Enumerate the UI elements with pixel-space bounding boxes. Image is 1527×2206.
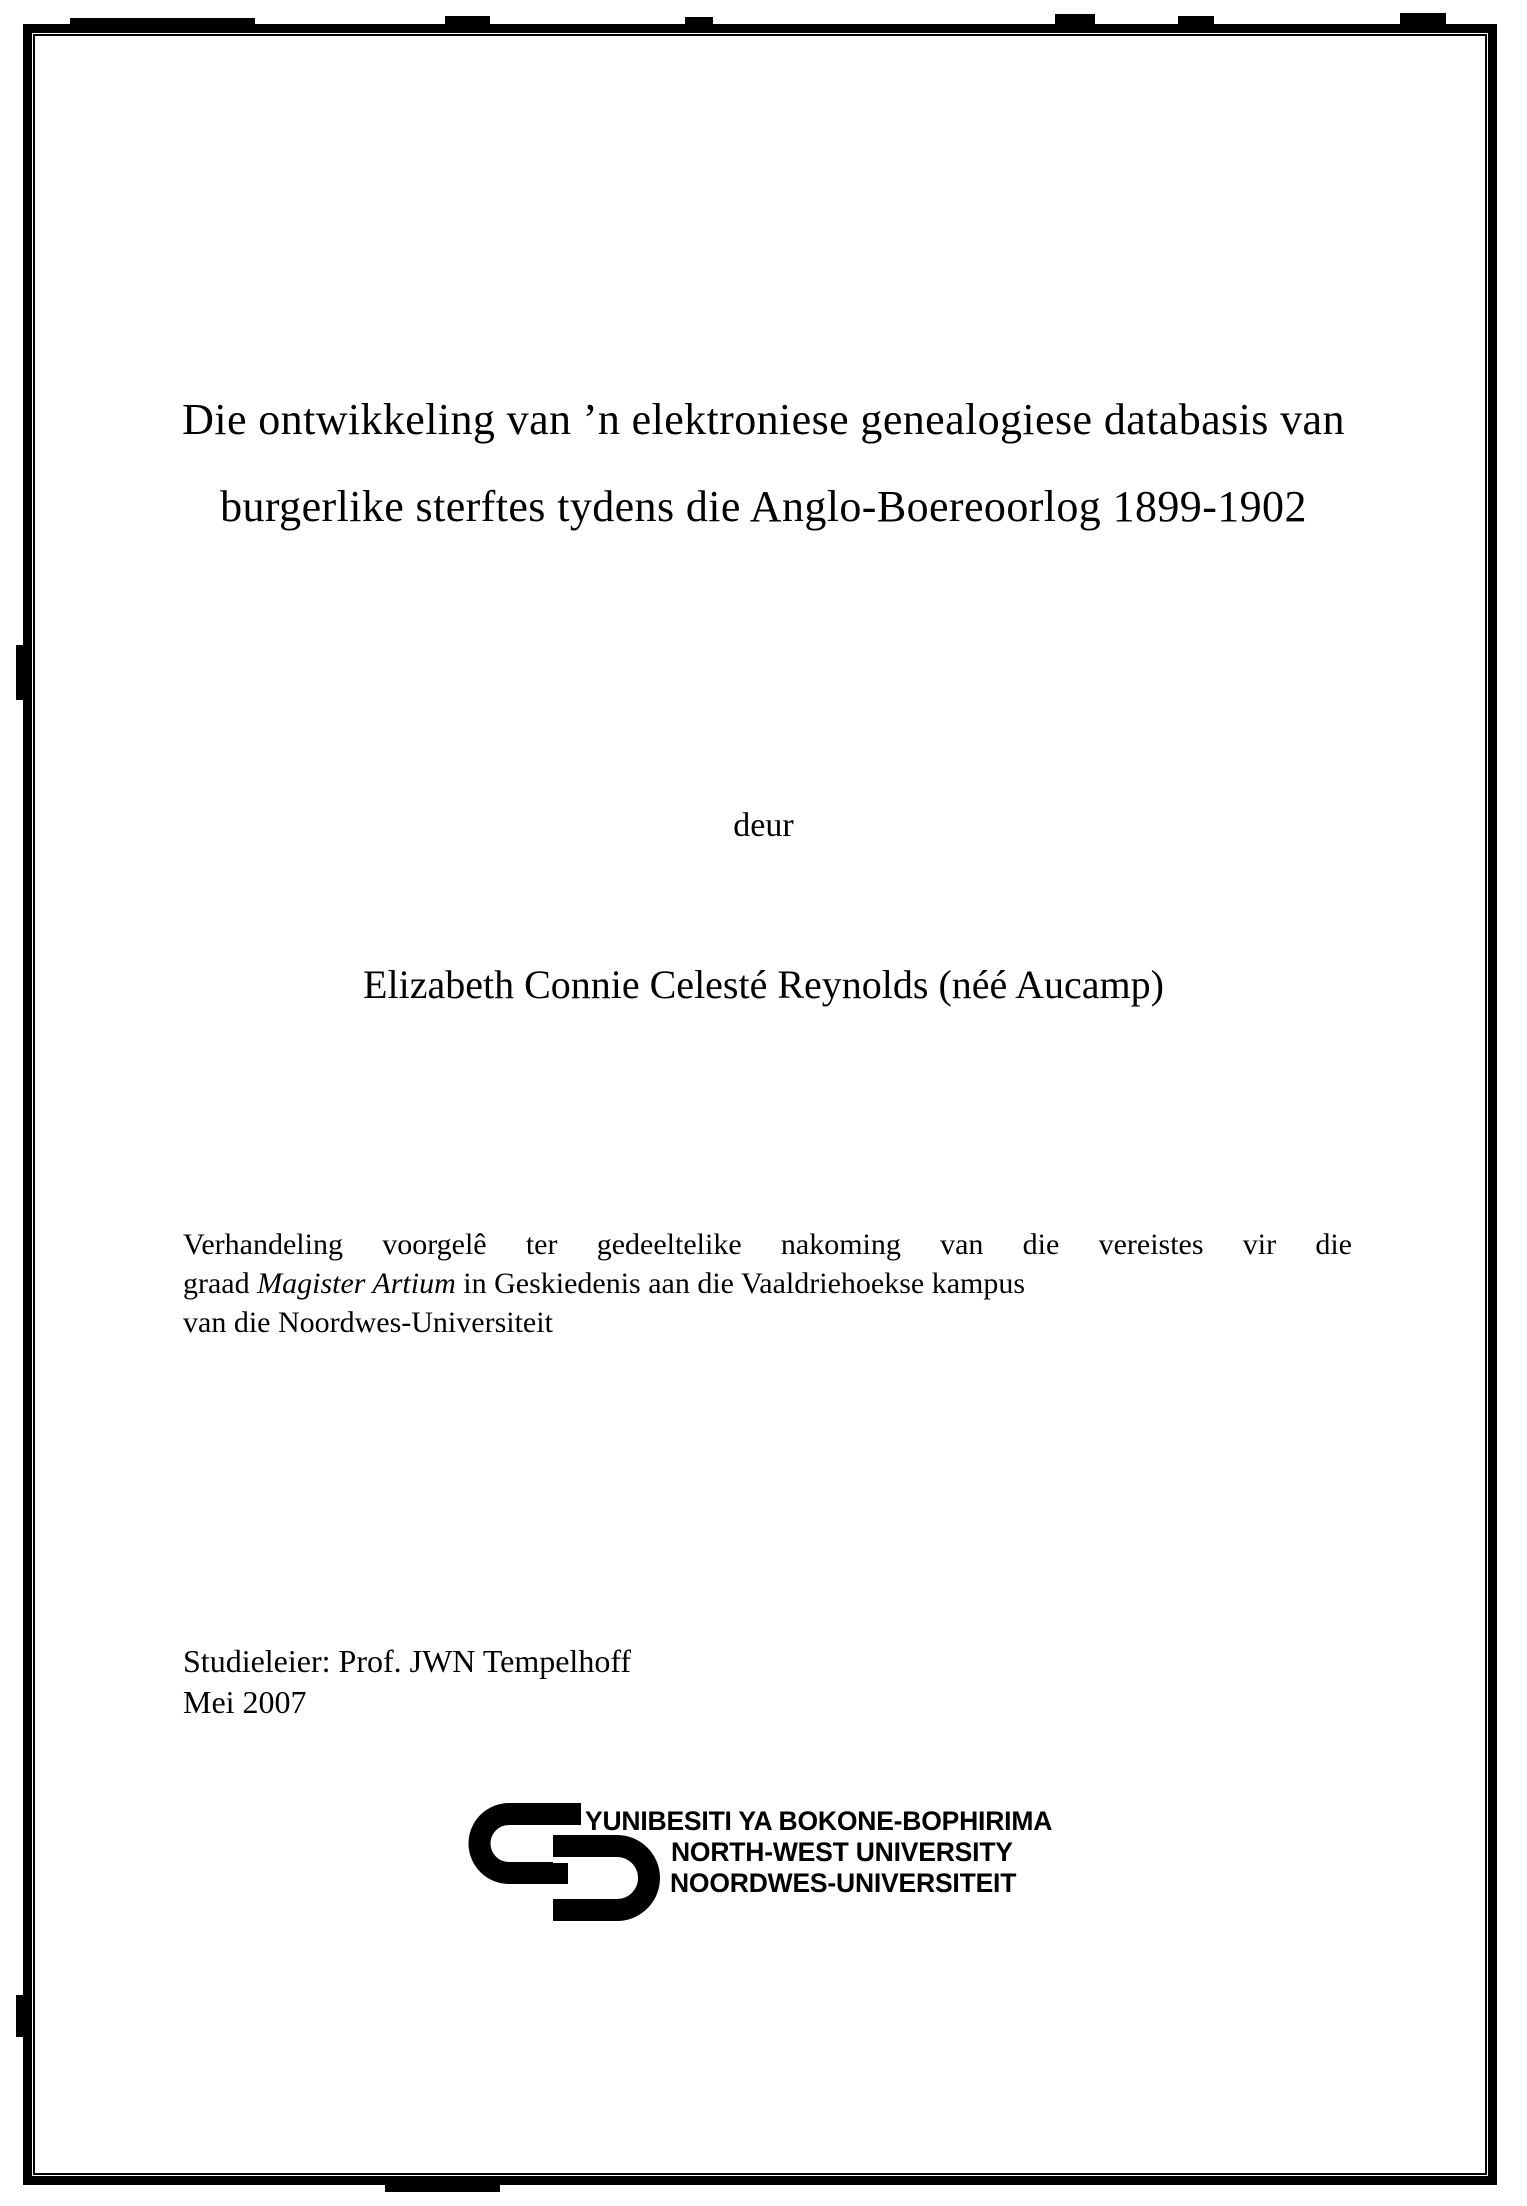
scan-artifact — [385, 2184, 500, 2192]
submission-line-2-prefix: graad — [183, 1267, 258, 1300]
page-title-line-1: Die ontwikkeling van ’n elektroniese genealogiese databasis van — [182, 395, 1345, 444]
submission-line-3: van die Noordwes-Universiteit — [183, 1306, 553, 1339]
degree-name-italic: Magister Artium — [257, 1267, 456, 1300]
byline-label: deur — [733, 807, 794, 844]
submission-line-2 — [183, 1264, 1352, 1303]
date-line: Mei 2007 — [183, 1684, 307, 1720]
submission-paragraph — [183, 1225, 1352, 1342]
author-name: Elizabeth Connie Celesté Reynolds (néé Aucamp) — [363, 962, 1164, 1007]
logo-text-line-3: NOORDWES-UNIVERSITEIT — [670, 1868, 1017, 1898]
logo-text-line-1: YUNIBESITI YA BOKONE-BOPHIRIMA — [585, 1806, 1053, 1836]
logo-wordmark — [585, 1806, 1052, 1899]
submission-line-1: Verhandeling voorgelê ter gedeeltelike nakoming van die vereistes vir die — [183, 1228, 1352, 1261]
supervisor-line: Studieleier: Prof. JWN Tempelhoff — [183, 1643, 632, 1679]
page-title — [0, 376, 1527, 550]
supervisor-block — [183, 1641, 631, 1723]
submission-line-2-suffix: in Geskiedenis aan die Vaaldriehoekse kampus — [455, 1267, 1026, 1300]
page-title-line-2: burgerlike sterftes tydens die Anglo-Boereoorlog 1899-1902 — [220, 482, 1307, 531]
logo-text-line-2: NORTH-WEST UNIVERSITY — [671, 1837, 1013, 1867]
